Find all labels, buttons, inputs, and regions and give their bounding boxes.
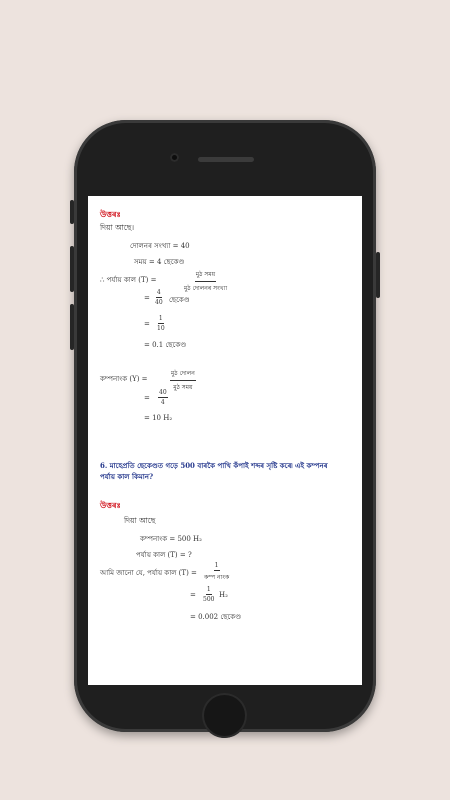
- known-formula-label: আমি জানো যে, পৰ্যায় কাল (T) =: [100, 569, 197, 577]
- equals-sign: =: [144, 394, 150, 402]
- silent-switch: [70, 200, 74, 224]
- frequency-formula-fraction: [170, 368, 196, 393]
- period-result: = 0.1 ছেকেণ্ড: [144, 341, 187, 349]
- fraction-numerator: 4: [156, 289, 161, 296]
- screen: [88, 196, 362, 685]
- fraction-denominator: 4: [160, 399, 165, 406]
- earpiece-speaker: [198, 157, 254, 162]
- fraction-denominator: 500: [203, 596, 215, 603]
- frequency-result: = 10 H₂: [144, 414, 173, 422]
- frequency-given: কম্পনাংক = 500 H₂: [140, 535, 202, 543]
- fraction-1-500: [203, 586, 214, 603]
- fraction-numerator: মুঠ দোলন: [170, 368, 196, 381]
- question-text-line2: পৰ্যায় কাল কিমান?: [100, 472, 154, 481]
- fraction-numerator: 40: [159, 389, 167, 396]
- answer-label: উত্তৰঃ: [100, 500, 121, 510]
- period-unknown: পৰ্যায় কাল (T) = ?: [136, 551, 192, 559]
- answer-label: উত্তৰঃ: [100, 209, 121, 219]
- fraction-40-4: [158, 389, 168, 406]
- period-result: = 0.002 ছেকেণ্ড: [190, 613, 242, 621]
- equals-sign: =: [144, 320, 150, 328]
- fraction-4-40: [155, 289, 163, 306]
- front-camera: [170, 153, 179, 162]
- question-text: 6. মাহেপ্ৰতি ছেকেণ্ডত গড়ে 500 বাৰকৈ পাখি কঁপাই শব্দৰ সৃষ্টি কৰে৷ এই কম্পনৰ: [100, 461, 328, 470]
- phone-frame: [74, 120, 376, 732]
- fraction-1-over-frequency: [204, 562, 229, 583]
- fraction-numerator: 1: [214, 562, 219, 569]
- volume-down-button: [70, 304, 74, 350]
- fraction-denominator: 40: [155, 299, 163, 306]
- time-value: সময় = 4 ছেকেণ্ড: [134, 258, 185, 266]
- fraction-numerator: মুঠ সময়: [195, 269, 216, 282]
- fraction-denominator: কম্প নাংক: [204, 574, 230, 581]
- fraction-denominator: 10: [157, 325, 165, 332]
- given-text: দিয়া আছে।: [100, 223, 135, 232]
- fraction-denominator: মুঠ সময়: [173, 384, 193, 391]
- unit-hertz: H₂: [219, 591, 228, 599]
- equals-sign: =: [190, 591, 196, 599]
- fraction-numerator: 1: [158, 315, 163, 322]
- fraction-denominator: মুঠ দোলনৰ সংখ্যা: [184, 285, 228, 292]
- period-label: ∴ পৰ্যায় কাল (T) =: [100, 276, 157, 284]
- volume-up-button: [70, 246, 74, 292]
- unit-second: ছেকেণ্ড: [169, 296, 190, 304]
- oscillation-count: দোলনৰ সংখ্যা = 40: [130, 242, 190, 250]
- fraction-numerator: 1: [206, 586, 211, 593]
- fraction-1-10: [157, 315, 165, 332]
- frequency-label: কম্পনাংক (Y) =: [100, 375, 148, 383]
- home-button[interactable]: [202, 693, 247, 738]
- period-formula-fraction: [184, 269, 227, 294]
- power-button: [376, 252, 380, 298]
- equals-sign: =: [144, 294, 150, 302]
- given-text: দিয়া আছে: [124, 516, 156, 525]
